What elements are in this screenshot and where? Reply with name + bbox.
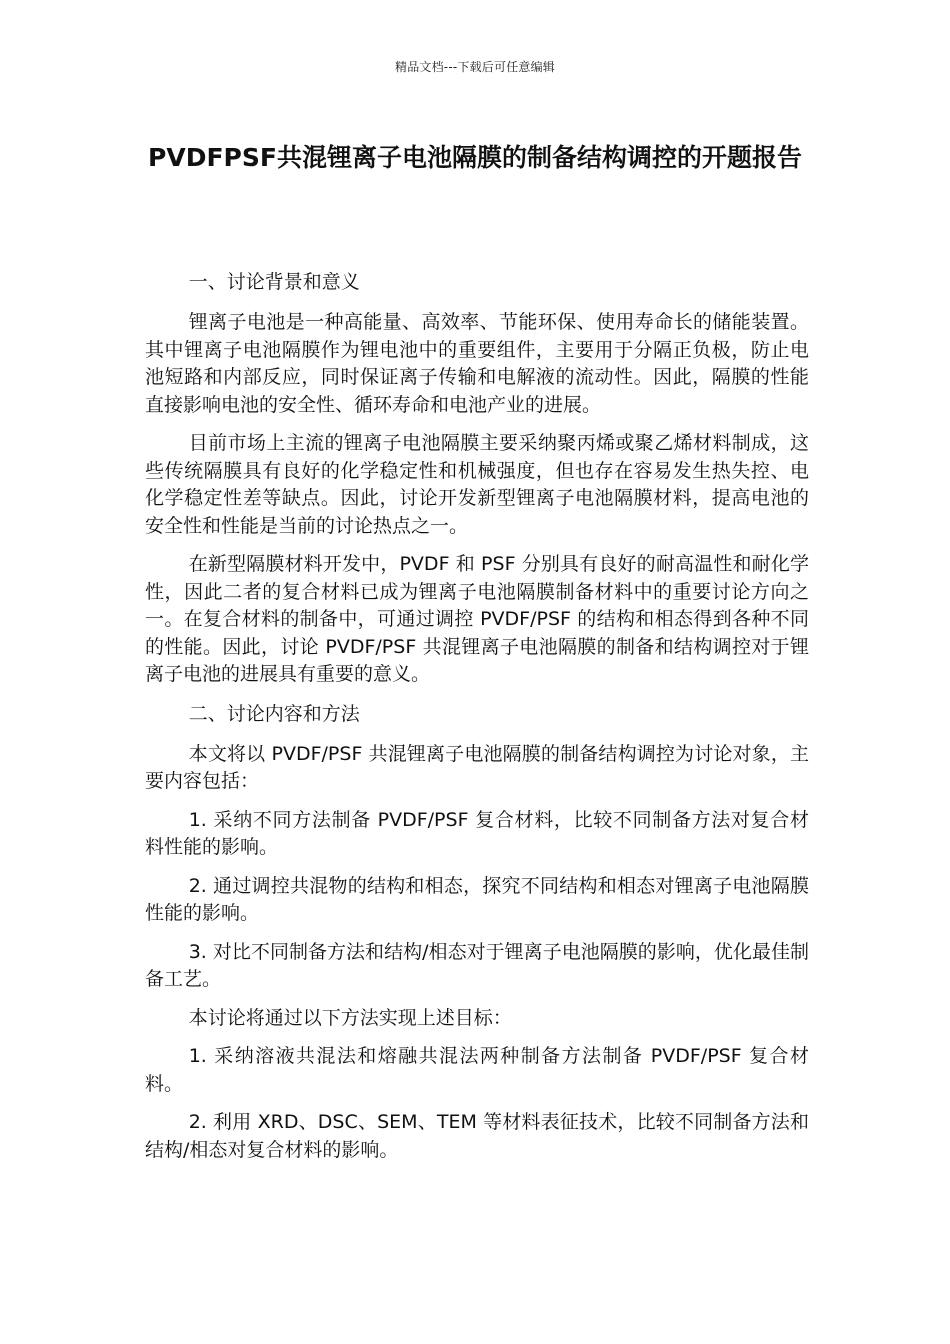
list-item-method-2: 2. 利用 XRD、DSC、SEM、TEM 等材料表征技术，比较不同制备方法和结构/相态对复合材料的影响。: [145, 1111, 809, 1161]
list-item-content-2: 2. 通过调控共混物的结构和相态，探究不同结构和相态对锂离子电池隔膜性能的影响。: [145, 874, 809, 924]
header-note: 精品文档---下载后可任意编辑: [395, 60, 555, 74]
paragraph-background-2: 目前市场上主流的锂离子电池隔膜主要采纳聚丙烯或聚乙烯材料制成，这些传统隔膜具有良好的化学稳定性和机械强度，但也存在容易发生热失控、电化学稳定性差等缺点。因此，讨论开发新型锂离子电池隔膜材料，提高电池的安全性和性能是当前的讨论热点之一。: [145, 432, 809, 537]
paragraph-methods-intro: 本讨论将通过以下方法实现上述目标：: [188, 1006, 512, 1029]
document-title: PVDFPSF共混锂离子电池隔膜的制备结构调控的开题报告: [148, 143, 802, 172]
document-body: [145, 268, 809, 1175]
paragraph-background-1: 锂离子电池是一种高能量、高效率、节能环保、使用寿命长的储能装置。其中锂离子电池隔膜作为锂电池中的重要组件，主要用于分隔正负极，防止电池短路和内部反应，同时保证离子传输和电解液的流动性。因此，隔膜的性能直接影响电池的安全性、循环寿命和电池产业的进展。: [145, 311, 809, 416]
list-item-method-1: 1. 采纳溶液共混法和熔融共混法两种制备方法制备 PVDF/PSF 复合材料。: [145, 1045, 809, 1095]
list-item-content-1: 1. 采纳不同方法制备 PVDF/PSF 复合材料，比较不同制备方法对复合材料性能的影响。: [145, 808, 809, 858]
section-heading-content-methods: 二、讨论内容和方法: [188, 702, 360, 725]
section-heading-background: 一、讨论背景和意义: [188, 271, 360, 293]
paragraph-background-3: 在新型隔膜材料开发中，PVDF 和 PSF 分别具有良好的耐高温性和耐化学性，因此二者的复合材料已成为锂离子电池隔膜制备材料中的重要讨论方向之一。在复合材料的制备中，可通过调控 PVDF/PSF 的结构和相态得到各种不同的性能。因此，讨论 PVDF/PSF 共混锂离子电池隔膜的制备和结构调控对于锂离子电池的进展具有重要的意义。: [145, 553, 809, 685]
list-item-content-3: 3. 对比不同制备方法和结构/相态对于锂离子电池隔膜的影响，优化最佳制备工艺。: [145, 940, 809, 990]
paragraph-content-intro: 本文将以 PVDF/PSF 共混锂离子电池隔膜的制备结构调控为讨论对象，主要内容包括：: [145, 742, 809, 792]
